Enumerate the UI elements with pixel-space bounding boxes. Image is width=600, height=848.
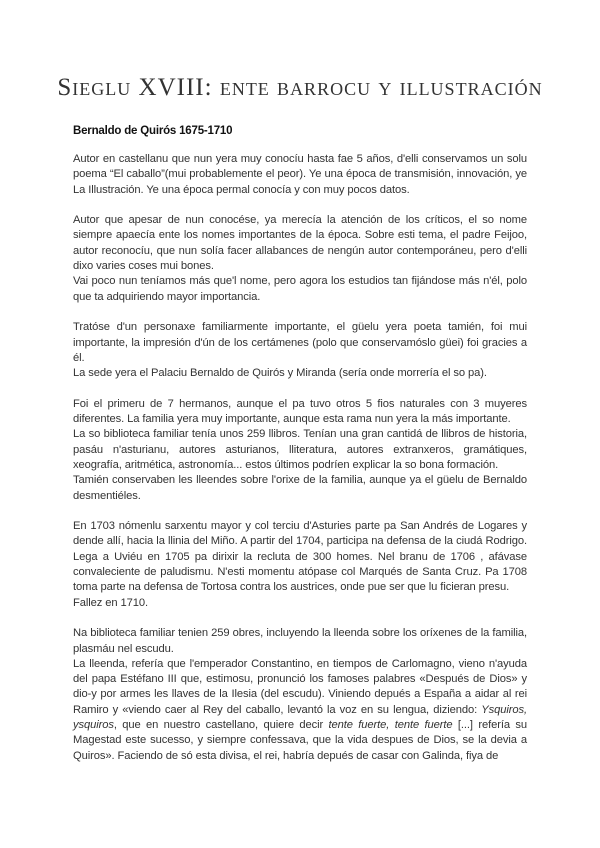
paragraph-text: Tamién conservaben les lleendes sobre l'orixe de la familia, aunque ya el güelu de Bernaldo desmentiéles. (73, 474, 527, 502)
paragraph-text: Foi el primeru de 7 hermanos, aunque el pa tuvo otros 5 fios naturales con 3 muyeres diferentes. La familia yera muy importante, aunque esta rama nun yera la más importante. (73, 397, 527, 426)
page-title: Sieglu XVIII: ente barrocu y illustración (57, 74, 543, 101)
section-heading: Bernaldo de Quirós 1675-1710 (73, 125, 233, 137)
italic-quote: Ysquiros, ysquiros (73, 703, 527, 731)
italic-quote: tente fuerte, tente fuerte (328, 718, 453, 731)
paragraph-text: Autor que apesar de nun conocése, ya merecía la atención de los críticos, el so nome siempre apaecía ente los nomes importantes de la época. Sobre esti tema, el padre Feijoo, autor reconocíu, que nun solía facer allabances de nengún autor contemporáneu, pero d'elli dixo varies coses mui bones. (73, 214, 527, 273)
paragraph-text: La sede yera el Palaciu Bernaldo de Quirós y Miranda (sería onde morrería el so pa). (73, 367, 487, 380)
paragraph-text: Fallez en 1710. (73, 596, 148, 609)
paragraph-2 (73, 213, 527, 305)
paragraph-text: Vai poco nun teníamos más que'l nome, pero agora los estudios tan fijándose más n'él, polo que ta adquiriendo mayor importancia. (73, 275, 527, 303)
paragraph-text: La so biblioteca familiar tenía unos 259 llibros. Tenían una gran cantidá de llibros de historia, pasáu n'asturianu, autores asturianos, lliteratura, autores extranxeros, gramátiques, xeografía, aritmética, astronomía... estos últimos podríen explicar la so bona formación. (73, 428, 527, 471)
text-run: , que en nuestro castellano, quiere decir (113, 718, 329, 731)
paragraph-text: En 1703 nómenlu sarxentu mayor y col terciu d'Asturies parte pa San Andrés de Logares y dende allí, hacia la llinia del Miño. A partir del 1704, participa na defensa de la ciudá Rodrigo. Lega a Uviéu en 1705 pa dirixir la recluta de 300 homes. Nel branu de 1706 , afávase convaleciente de paludismu. N'esti momentu atópase col Marqués de Santa Cruz. Pa 1708 toma parte na defensa de Tortosa contra los austrices, onde pue ser que lu ficieran presu. (73, 520, 527, 594)
paragraph-text: Autor en castellanu que nun yera muy conocíu hasta fae 5 años, d'elli conservamos un solu poema “El caballo”(mui probablemente el peor). Ye una época de transmisión, innovación, ye La Illustración. Ye una época permal conocía y con muy pocos datos. (73, 153, 527, 196)
paragraph-1 (73, 152, 527, 198)
document-body (73, 152, 527, 779)
text-run: La lleenda, refería que l'emperador Constantino, en tiempos de Carlomagno, vieno n'ayuda del papa Estéfano III que, estimosu, pronunció los famoses palabres «Después de Dios» y dio-y por armes les llaves de la Ilesia (del escudu). Viniendo depués a España a aidar al rei Ramiro y «viendo caer al Rey del caballo, levantó la voz en su lengua, diziendo: (73, 657, 527, 716)
paragraph-text: Na biblioteca familiar tenien 259 obres, incluyendo la lleenda sobre los oríxenes de la familia, plasmáu nel escudu. (73, 627, 527, 655)
text-run: [...] refería su Magestad este sucesso, y siempre confessava, que la vida despues de Dios, se la devia a Quiros». Faciendo de só esta divisa, el rei, habría depués de casar con Galinda, fiya de (73, 718, 527, 762)
paragraph-6 (73, 626, 527, 764)
paragraph-text: Tratóse d'un personaxe familiarmente importante, el güelu yera poeta tamién, foi mui importante, la impresión d'ún de los certámenes (polo que conservamóslo güei) foi gracies a él. (73, 321, 527, 364)
paragraph-4 (73, 397, 527, 504)
paragraph-3 (73, 320, 527, 381)
paragraph-text (73, 657, 527, 764)
paragraph-5 (73, 519, 527, 611)
